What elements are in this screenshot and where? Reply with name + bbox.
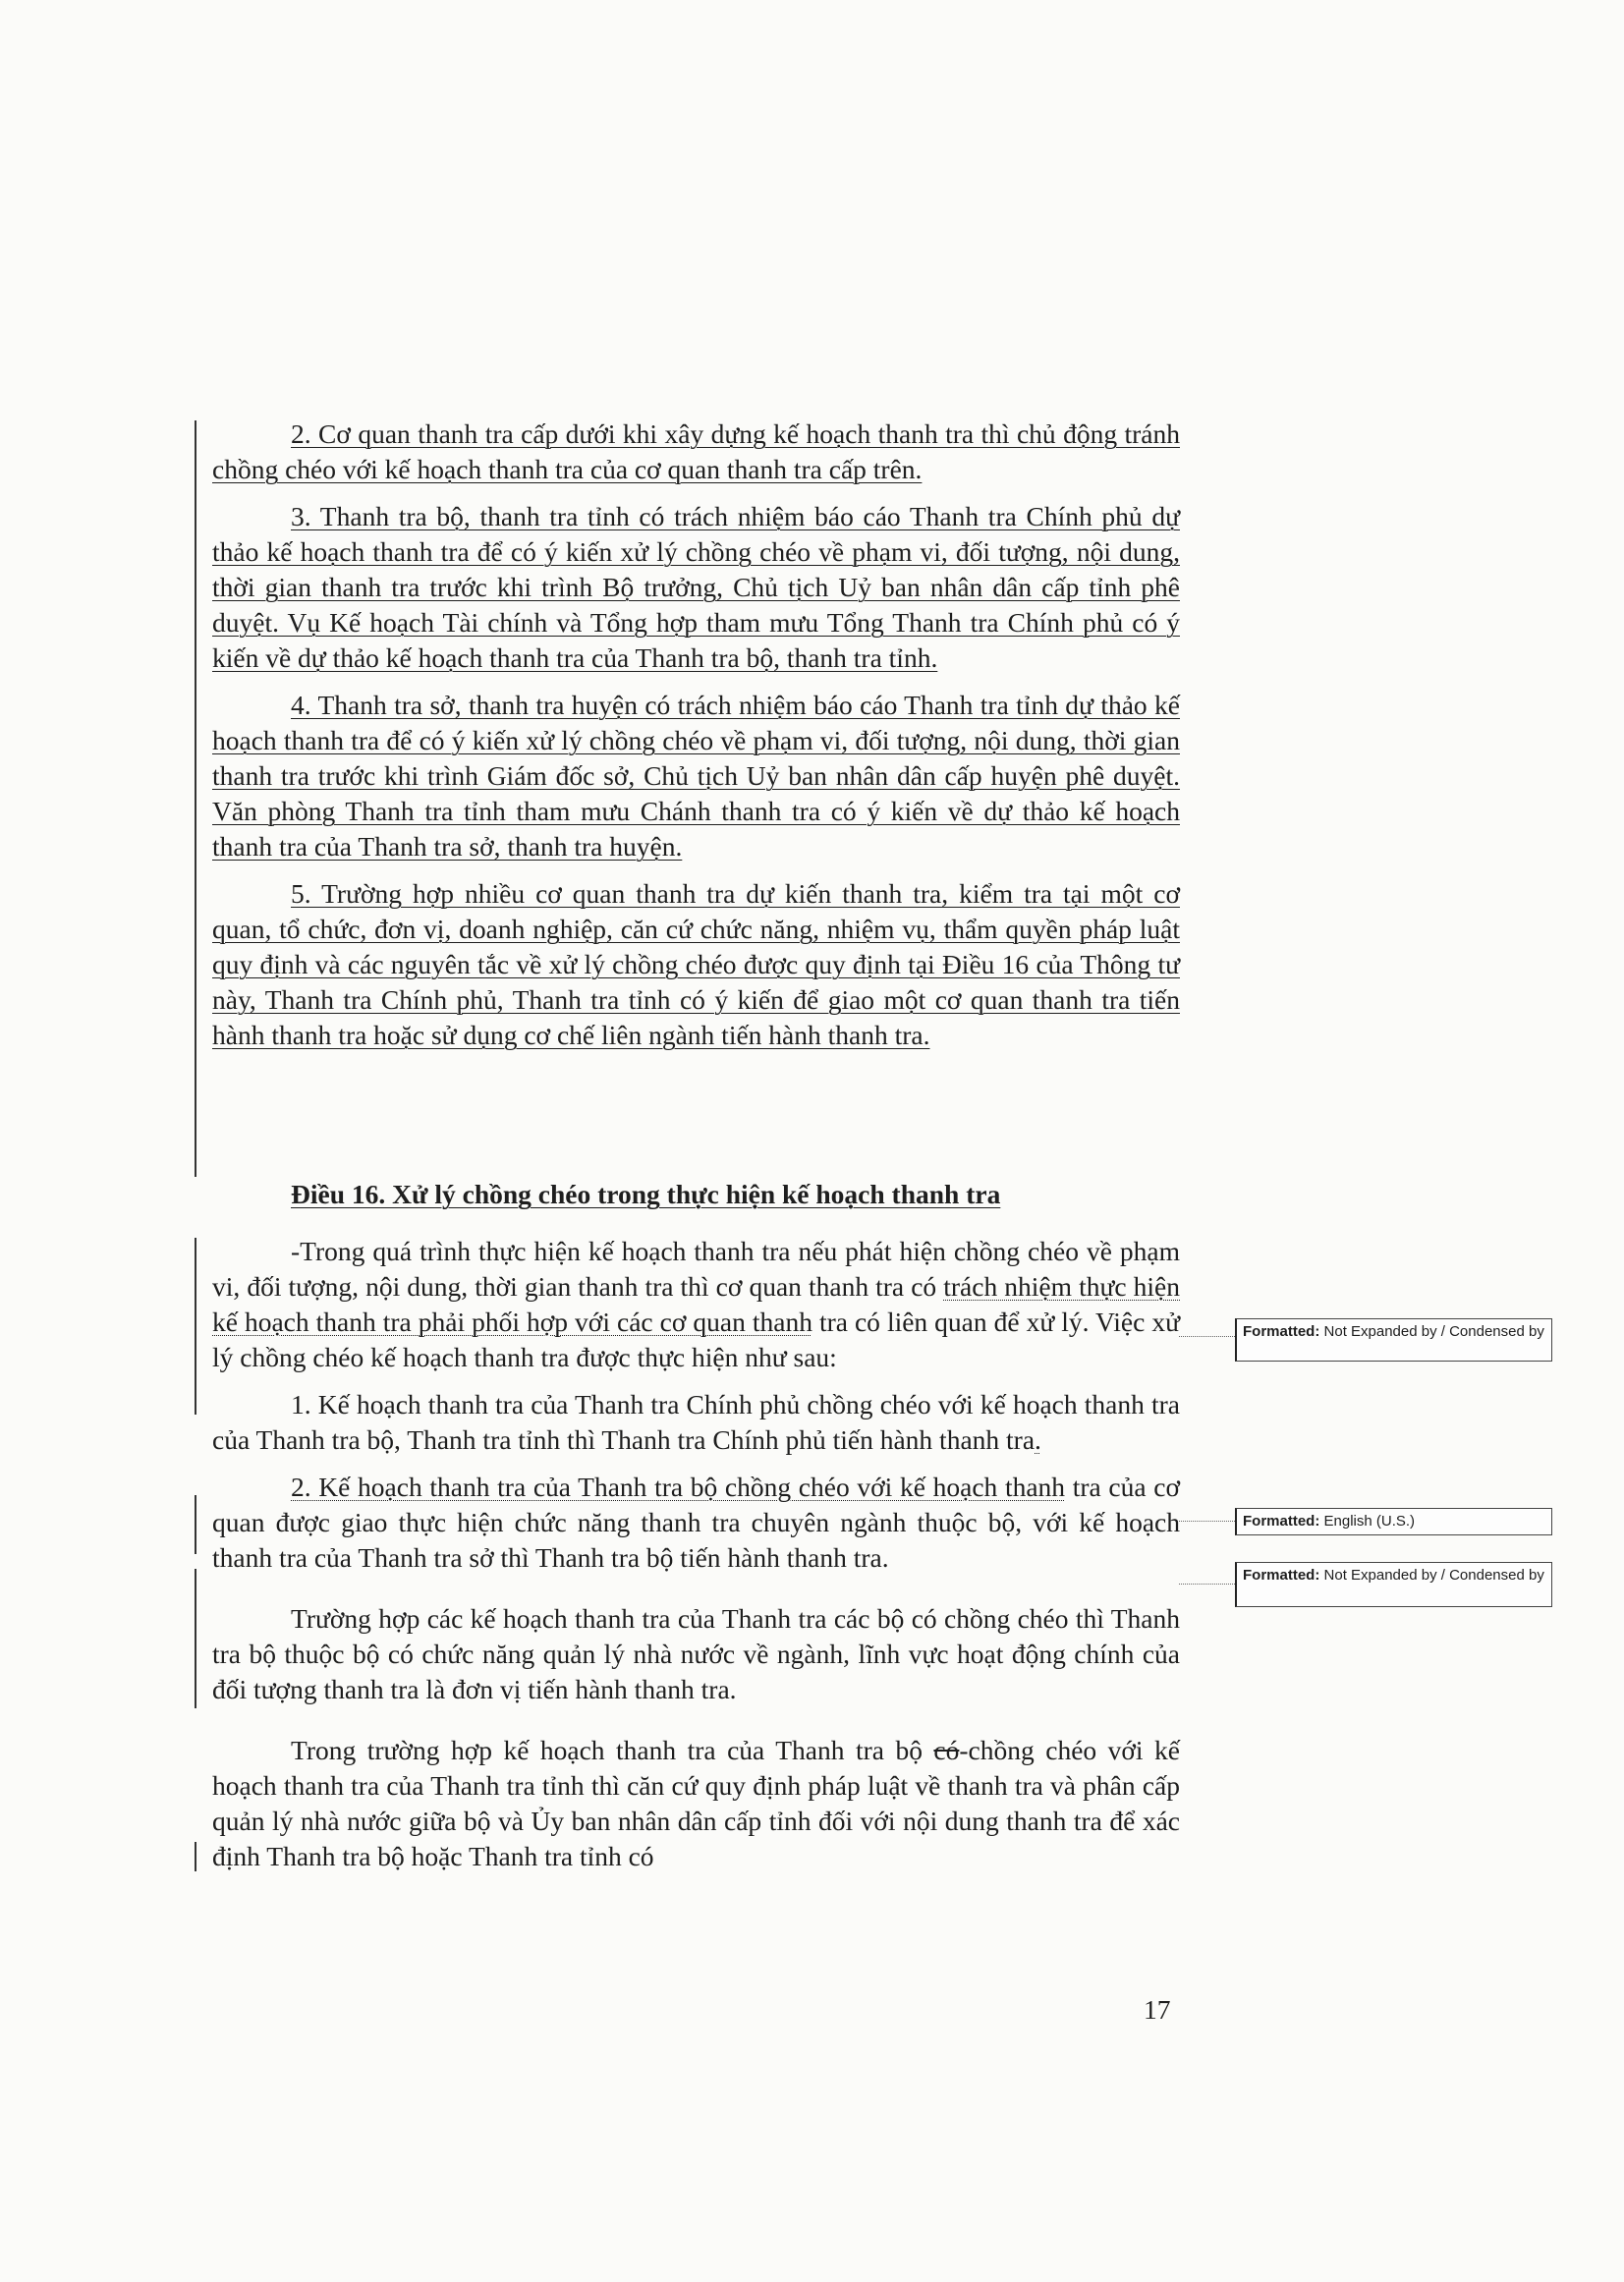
paragraph-text-formatted: 2. Kế hoạch thanh tra của Thanh tra bộ chồng chéo với kế hoạch thanh <box>291 1472 1066 1502</box>
paragraph-case-2 <box>212 1733 1180 1874</box>
paragraph-text: 2. Cơ quan thanh tra cấp dưới khi xây dựng kế hoạch thanh tra thì chủ động tránh chồng chéo với kế hoạch thanh tra của cơ quan thanh tra cấp trên. <box>212 418 1180 484</box>
change-bar <box>195 1238 196 1415</box>
paragraph-item-5 <box>212 876 1180 1053</box>
lower-section <box>212 1234 1180 1874</box>
paragraph-text: tra có liên quan để xử lý. Việc xử lý chồng chéo kế hoạch thanh tra được thực hiện như sau: <box>212 1307 1180 1372</box>
paragraph-text: 4. Thanh tra sở, thanh tra huyện có trách nhiệm báo cáo Thanh tra tỉnh dự thảo kế hoạch thanh tra để có ý kiến xử lý chồng chéo về phạm vi, đối tượng, nội dung, thời gian thanh tra trước khi trình Giám đốc sở, Chủ tịch Uỷ ban nhân dân cấp huyện phê duyệt. Văn phòng Thanh tra tỉnh tham mưu Chánh thanh tra có ý kiến về dự thảo kế hoạch thanh tra của Thanh tra sở, thanh tra huyện. <box>212 690 1180 862</box>
comment-leader <box>1179 1336 1235 1337</box>
page-number: 17 <box>1144 1994 1171 2025</box>
paragraph-text: -Trong quá trình thực hiện kế hoạch thanh tra nếu phát hiện chồng chéo về phạm vi, đối tượng, nội dung, thời gian thanh tra thì cơ quan thanh tra có <box>212 1236 1180 1302</box>
intro-paragraph <box>212 1234 1180 1375</box>
comment-text: English (U.S.) <box>1323 1513 1416 1530</box>
paragraph-text: tra của cơ quan được giao thực hiện chức năng thanh tra chuyên ngành thuộc bộ, với kế hoạch thanh tra của Thanh tra sở thì Thanh tra bộ tiến hành thanh tra. <box>212 1472 1180 1573</box>
change-bar <box>195 420 196 1177</box>
comment-leader <box>1179 1584 1235 1585</box>
paragraph-text: -chồng chéo với kế hoạch thanh tra của Thanh tra tỉnh thì căn cứ quy định pháp luật về thanh tra và phân cấp quản lý nhà nước giữa bộ và Ủy ban nhân dân cấp tỉnh đối với nội dung thanh tra để xác định Thanh tra bộ hoặc Thanh tra tỉnh có <box>212 1735 1180 1871</box>
change-bar <box>195 1495 196 1554</box>
paragraph-item-2b <box>212 1470 1180 1576</box>
paragraph-case-1 <box>212 1601 1180 1707</box>
change-bar <box>195 1842 196 1871</box>
format-comment-3[interactable] <box>1235 1562 1552 1607</box>
deleted-text: có <box>933 1735 960 1765</box>
paragraph-text-formatted: . <box>1035 1424 1041 1455</box>
paragraph-text: Trong trường hợp kế hoạch thanh tra của Thanh tra bộ <box>291 1735 934 1765</box>
format-comment-1[interactable] <box>1235 1318 1552 1362</box>
comment-text: Not Expanded by / Condensed by <box>1323 1323 1544 1340</box>
paragraph-text: Trường hợp các kế hoạch thanh tra của Thanh tra các bộ có chồng chéo thì Thanh tra bộ thuộc bộ có chức năng quản lý nhà nước về ngành, lĩnh vực hoạt động chính của đối tượng thanh tra là đơn vị tiến hành thanh tra. <box>212 1603 1180 1704</box>
comment-label: Formatted: <box>1243 1323 1320 1340</box>
article-heading: Điều 16. Xử lý chồng chéo trong thực hiện kế hoạch thanh tra <box>291 1179 1001 1209</box>
change-bar <box>195 1569 196 1708</box>
format-comment-2[interactable] <box>1235 1508 1552 1535</box>
paragraph-text-formatted: trách nhiệm thực hiện kế hoạch thanh tra phải phối hợp với các cơ quan thanh <box>212 1271 1181 1337</box>
comment-label: Formatted: <box>1243 1567 1320 1584</box>
paragraph-text: 1. Kế hoạch thanh tra của Thanh tra Chính phủ chồng chéo với kế hoạch thanh tra của Thanh tra bộ, Thanh tra tỉnh thì Thanh tra Chính phủ tiến hành thanh tra <box>212 1389 1180 1455</box>
comment-leader <box>1179 1521 1235 1522</box>
paragraph-item-1 <box>212 1387 1180 1458</box>
paragraph-text: 3. Thanh tra bộ, thanh tra tỉnh có trách nhiệm báo cáo Thanh tra Chính phủ dự thảo kế hoạch thanh tra để có ý kiến xử lý chồng chéo về phạm vi, đối tượng, nội dung, thời gian thanh tra trước khi trình Bộ trưởng, Chủ tịch Uỷ ban nhân dân cấp tỉnh phê duyệt. Vụ Kế hoạch Tài chính và Tổng hợp tham mưu Tổng Thanh tra Chính phủ có ý kiến về dự thảo kế hoạch thanh tra của Thanh tra bộ, thanh tra tỉnh. <box>212 501 1180 673</box>
upper-section <box>212 417 1180 1053</box>
paragraph-text: 5. Trường hợp nhiều cơ quan thanh tra dự kiến thanh tra, kiểm tra tại một cơ quan, tổ chức, đơn vị, doanh nghiệp, căn cứ chức năng, nhiệm vụ, thẩm quyền pháp luật quy định và các nguyên tắc về xử lý chồng chéo được quy định tại Điều 16 của Thông tư này, Thanh tra Chính phủ, Thanh tra tỉnh có ý kiến để giao một cơ quan thanh tra tiến hành thanh tra hoặc sử dụng cơ chế liên ngành tiến hành thanh tra. <box>212 878 1180 1050</box>
comment-text: Not Expanded by / Condensed by <box>1323 1567 1544 1584</box>
paragraph-item-4 <box>212 688 1180 864</box>
paragraph-item-3 <box>212 499 1180 676</box>
paragraph-item-2 <box>212 417 1180 487</box>
comment-label: Formatted: <box>1243 1513 1320 1530</box>
